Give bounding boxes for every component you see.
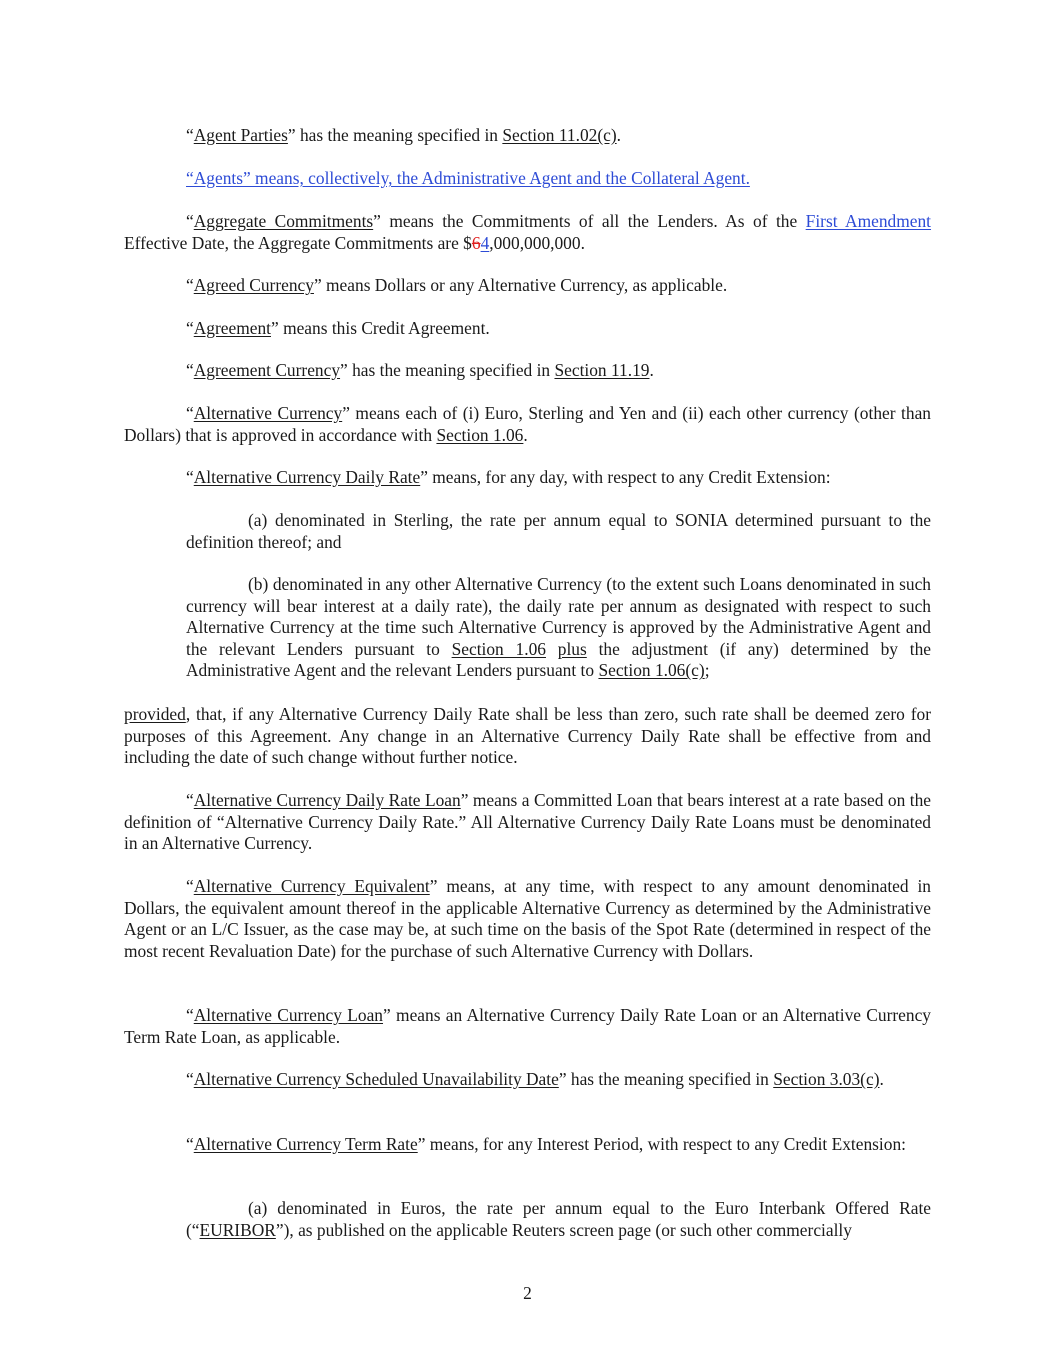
definition-text: ” has the meaning specified in [340,360,555,380]
clause-text: (a) denominated in Sterling, the rate per annum equal to SONIA determined pursuant to the definition thereof; and [186,510,931,552]
definition-text: ” means each of (i) Euro, Sterling and Yen and (ii) each other currency (other than Dollars) that is approved in accordance with [124,403,931,445]
inserted-text: 4 [480,232,490,253]
definition-text: ” means, for any day, with respect to any Credit Extension: [420,467,831,487]
deleted-text: 6 [471,232,481,253]
emphasized-term: provided [124,704,186,724]
defined-term: Alternative Currency Term Rate [193,1134,418,1154]
definition-alternative-currency-term-rate [124,1134,931,1156]
definition-text: ” means this Credit Agreement. [271,318,490,338]
section-reference: Section 11.02(c) [502,125,617,145]
clause-a-sterling [186,510,931,553]
section-reference: Section 1.06 [436,424,524,445]
clause-text [546,639,558,659]
definition-alternative-currency [124,403,931,446]
definition-agreement-currency [124,360,931,382]
definition-alternative-currency-equivalent [124,876,931,962]
definition-text: . [616,125,621,145]
definition-agent-parties [124,125,931,147]
definition-ac-scheduled-unavailability-date [124,1069,931,1091]
proviso-text: , that, if any Alternative Currency Daily Rate shall be less than zero, such rate shall be deemed zero for purposes of this Agreement. Any change in an Alternative Currency Daily Rate shall be effective from and including the date of such change without further notice. [124,704,931,768]
definition-agents-inserted [124,168,931,190]
clause-text: ”), as published on the applicable Reuters screen page (or such other commercially [275,1219,852,1240]
defined-term: Aggregate Commitments [193,211,374,231]
open-quote: “ [186,467,194,487]
inserted-text: First Amendment [805,211,932,231]
defined-term: Agreed Currency [193,275,314,295]
definition-text: ” means, for any Interest Period, with respect to any Credit Extension: [417,1134,906,1154]
definition-text: ” has the meaning specified in [558,1069,774,1089]
section-reference: Section 1.06(c) [598,660,705,681]
definition-text: ” means Dollars or any Alternative Currency, as applicable. [313,275,728,295]
defined-term: Agreement [193,318,271,338]
section-reference: Section 3.03(c) [773,1069,880,1089]
open-quote: “ [186,403,194,423]
defined-term: Alternative Currency Daily Rate [193,467,421,487]
definition-alternative-currency-loan [124,1005,931,1048]
definition-text: ” means the Commitments of all the Lenders. As of the [373,211,806,231]
open-quote: “ [186,1005,194,1025]
inserted-text: “Agents” means, collectively, the Administrative Agent and the Collateral Agent. [186,168,750,188]
defined-term: Alternative Currency Equivalent [193,876,430,896]
open-quote: “ [186,360,194,380]
open-quote: “ [186,1069,194,1089]
open-quote: “ [186,125,194,145]
definition-text: ,000,000,000. [489,232,585,253]
clause-text: (a) denominated in Euros, the rate per annum equal to the Euro Interbank Offered Rate (“ [186,1198,931,1240]
definition-text: ” means an Alternative Currency Daily Rate Loan or an Alternative Currency Term Rate Loan, as applicable. [124,1005,932,1047]
section-reference: Section 1.06 [451,638,546,659]
defined-term: Alternative Currency Loan [193,1005,384,1025]
defined-term: Alternative Currency [193,403,343,423]
definition-text: ” has the meaning specified in [287,125,503,145]
open-quote: “ [186,211,194,231]
section-reference: Section 11.19 [554,360,650,380]
defined-term: Agent Parties [193,125,288,145]
open-quote: “ [186,1134,194,1154]
definition-text: . [879,1069,884,1089]
clause-a-euros [186,1198,931,1241]
page-number: 2 [523,1283,532,1303]
clause-text: ; [704,660,710,681]
definition-text: ” means a Committed Loan that bears interest at a rate based on the definition of “Alternative Currency Daily Rate.” All Alternative Currency Daily Rate Loans must be denominated in an Alternative Currency. [124,790,931,854]
definition-agreed-currency [124,275,931,297]
definition-text: ” means, at any time, with respect to any amount denominated in Dollars, the equivalent amount thereof in the applicable Alternative Currency as determined by the Administrative Agent or an L/C Issuer, as the case may be, at such time on the basis of the Spot Rate (determined in respect of the most recent Revaluation Date) for the purchase of such Alternative Currency with Dollars. [124,876,931,961]
defined-term: Alternative Currency Scheduled Unavailability Date [193,1069,559,1089]
open-quote: “ [186,275,194,295]
definition-text: . [523,424,528,445]
definition-alternative-currency-daily-rate [124,467,931,489]
proviso-paragraph [124,704,931,769]
definition-text: . [649,360,654,380]
open-quote: “ [186,318,194,338]
definition-agreement [124,318,931,340]
clause-text: (b) denominated in any other Alternative Currency (to the extent such Loans denominated in such currency will bear interest at a daily rate), the daily rate per annum as designated with respect to such Alternative Currency at the time such Alternative Currency is approved by the Administrative Agent and the relevant Lenders pursuant to [186,574,931,659]
open-quote: “ [186,876,194,896]
defined-term: Alternative Currency Daily Rate Loan [193,790,461,810]
defined-term: Agreement Currency [193,360,341,380]
open-quote: “ [186,790,194,810]
clause-b-other-currency [186,574,931,682]
emphasized-term: plus [557,638,587,659]
clause-text: the adjustment (if any) determined by the Administrative Agent and the relevant Lenders pursuant to [186,638,931,681]
defined-term: EURIBOR [199,1219,276,1240]
definition-acdr-loan [124,790,931,855]
definition-text: Effective Date, the Aggregate Commitments are $ [124,232,472,253]
definition-aggregate-commitments [124,211,931,254]
